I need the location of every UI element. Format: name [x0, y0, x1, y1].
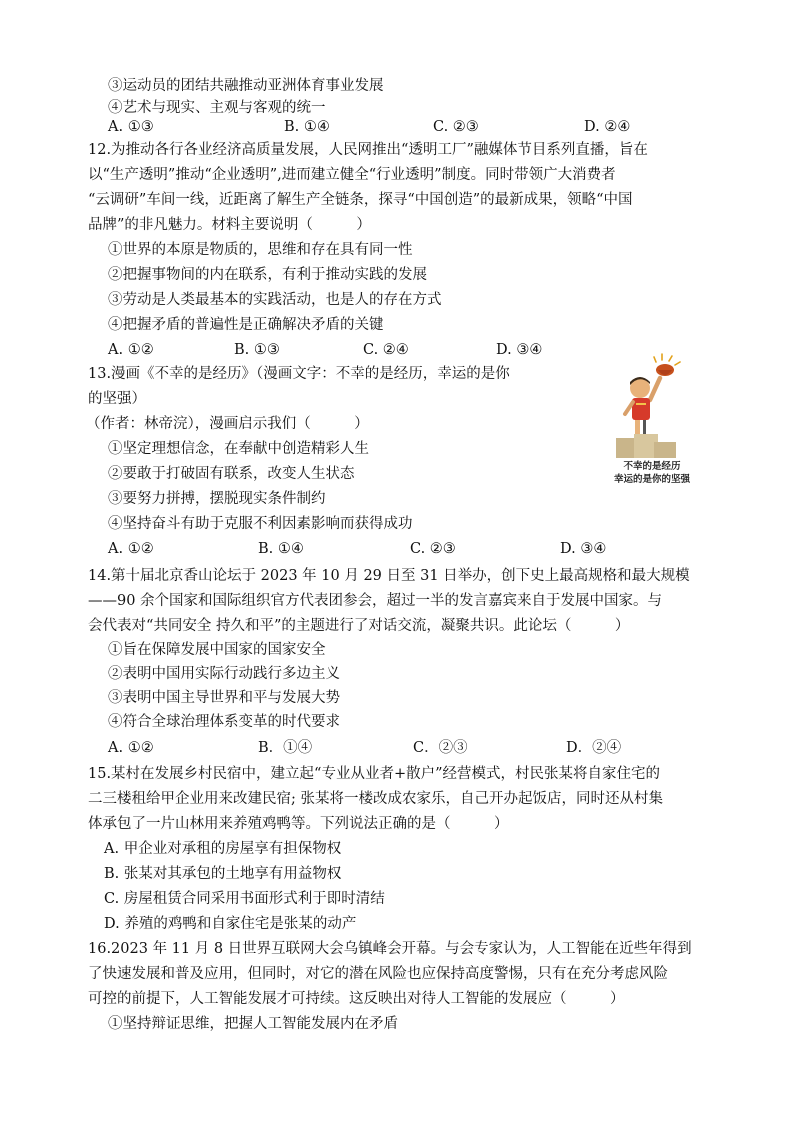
q15-option-b: B. 张某对其承包的土地享有用益物权 — [104, 866, 342, 882]
q15-option-d: D. 养殖的鸡鸭和自家住宅是张某的动产 — [104, 916, 357, 932]
q13-stem-line-3: （作者：林帝浣），漫画启示我们（ ） — [86, 416, 369, 432]
q15-stem-line-3: 体承包了一片山林用来养殖鸡鸭等。下列说法正确的是（ ） — [88, 816, 509, 832]
q15-option-a: A. 甲企业对承租的房屋享有担保物权 — [104, 841, 342, 857]
q14-option-b: B．①④ — [258, 740, 313, 756]
q13-option-c: C. ②③ — [410, 541, 456, 557]
q11-statement-3: ③运动员的团结共融推动亚洲体育事业发展 — [108, 78, 384, 94]
q12-stem-line-3: “云调研”车间一线，近距离了解生产全链条，探寻“中国创造”的最新成果，领略“中国 — [88, 192, 633, 208]
q12-statement-4: ④把握矛盾的普遍性是正确解决矛盾的关键 — [108, 317, 384, 333]
q12-statement-2: ②把握事物间的内在联系，有利于推动实践的发展 — [108, 267, 427, 283]
cartoon-illustration — [592, 348, 712, 488]
q12-statement-1: ①世界的本原是物质的，思维和存在具有同一性 — [108, 242, 413, 258]
q11-option-b: B. ①④ — [284, 119, 330, 135]
q13-option-b: B. ①④ — [258, 541, 304, 557]
cartoon-figure-image — [592, 348, 712, 458]
q14-stem-line-2: ——90 余个国家和国际组织官方代表团参会，超过一半的发言嘉宾来自于发展中国家。与 — [88, 593, 663, 609]
q12-option-a: A. ①② — [108, 342, 154, 358]
q14-option-d: D．②④ — [566, 740, 622, 756]
q16-stem-line-1: 16.2023 年 11 月 8 日世界互联网大会乌镇峰会开幕。与会专家认为，人工智能在近些年得到 — [88, 941, 692, 957]
cartoon-caption-line-1: 不幸的是经历 — [623, 461, 681, 472]
q11-statement-4: ④艺术与现实、主观与客观的统一 — [108, 100, 326, 116]
q15-stem-line-2: 二三楼租给甲企业用来改建民宿; 张某将一楼改成农家乐，自己开办起饭店，同时还从村集 — [88, 791, 663, 807]
q13-stem-line-1: 13.漫画《不幸的是经历》（漫画文字：不幸的是经历，幸运的是你 — [88, 366, 510, 382]
q15-stem-line-1: 15.某村在发展乡村民宿中，建立起“专业从业者+散户”经营模式，村民张某将自家住宅的 — [88, 766, 661, 782]
q14-stem-line-3: 会代表对“共同安全 持久和平”的主题进行了对话交流，凝聚共识。此论坛（ ） — [88, 618, 630, 634]
q12-option-b: B. ①③ — [234, 342, 280, 358]
q14-stem-line-1: 14.第十届北京香山论坛于 2023 年 10 月 29 日至 31 日举办，创下史上最高规格和最大规模 — [88, 568, 690, 584]
q14-statement-4: ④符合全球治理体系变革的时代要求 — [108, 714, 340, 730]
q13-statement-1: ①坚定理想信念，在奉献中创造精彩人生 — [108, 441, 369, 457]
q14-option-c: C．②③ — [413, 740, 468, 756]
cartoon-caption-line-2: 幸运的是你的坚强 — [613, 474, 690, 485]
q13-option-d: D. ③④ — [560, 541, 607, 557]
q12-stem-line-4: 品牌”的非凡魅力。材料主要说明（ ） — [88, 217, 371, 233]
q11-option-c: C. ②③ — [433, 119, 479, 135]
q12-option-c: C. ②④ — [363, 342, 409, 358]
q15-option-c: C. 房屋租赁合同采用书面形式利于即时清结 — [104, 891, 385, 907]
q13-statement-3: ③要努力拼搏，摆脱现实条件制约 — [108, 491, 326, 507]
q13-option-a: A. ①② — [108, 541, 154, 557]
q16-stem-line-3: 可控的前提下，人工智能发展才可持续。这反映出对待人工智能的发展应（ ） — [88, 991, 625, 1007]
q16-statement-1: ①坚持辩证思维，把握人工智能发展内在矛盾 — [108, 1016, 398, 1032]
q11-option-d: D. ②④ — [584, 119, 631, 135]
q12-statement-3: ③劳动是人类最基本的实践活动，也是人的存在方式 — [108, 292, 442, 308]
q14-statement-1: ①旨在保障发展中国家的国家安全 — [108, 642, 326, 658]
q13-stem-line-2: 的坚强） — [88, 391, 146, 407]
q14-option-a: A. ①② — [108, 740, 154, 756]
q11-option-a: A. ①③ — [108, 119, 154, 135]
q16-stem-line-2: 了快速发展和普及应用，但同时，对它的潜在风险也应保持高度警惕，只有在充分考虑风险 — [88, 966, 668, 982]
q13-statement-2: ②要敢于打破固有联系，改变人生状态 — [108, 466, 355, 482]
q12-stem-line-2: 以“生产透明”推动“企业透明”,进而建立健全“行业透明”制度。同时带领广大消费者 — [88, 167, 616, 183]
q14-statement-2: ②表明中国用实际行动践行多边主义 — [108, 666, 340, 682]
q12-option-d: D. ③④ — [496, 342, 543, 358]
q13-statement-4: ④坚持奋斗有助于克服不利因素影响而获得成功 — [108, 516, 413, 532]
q14-statement-3: ③表明中国主导世界和平与发展大势 — [108, 690, 340, 706]
q12-stem-line-1: 12.为推动各行各业经济高质量发展，人民网推出“透明工厂”融媒体节目系列直播，旨在 — [88, 142, 648, 158]
